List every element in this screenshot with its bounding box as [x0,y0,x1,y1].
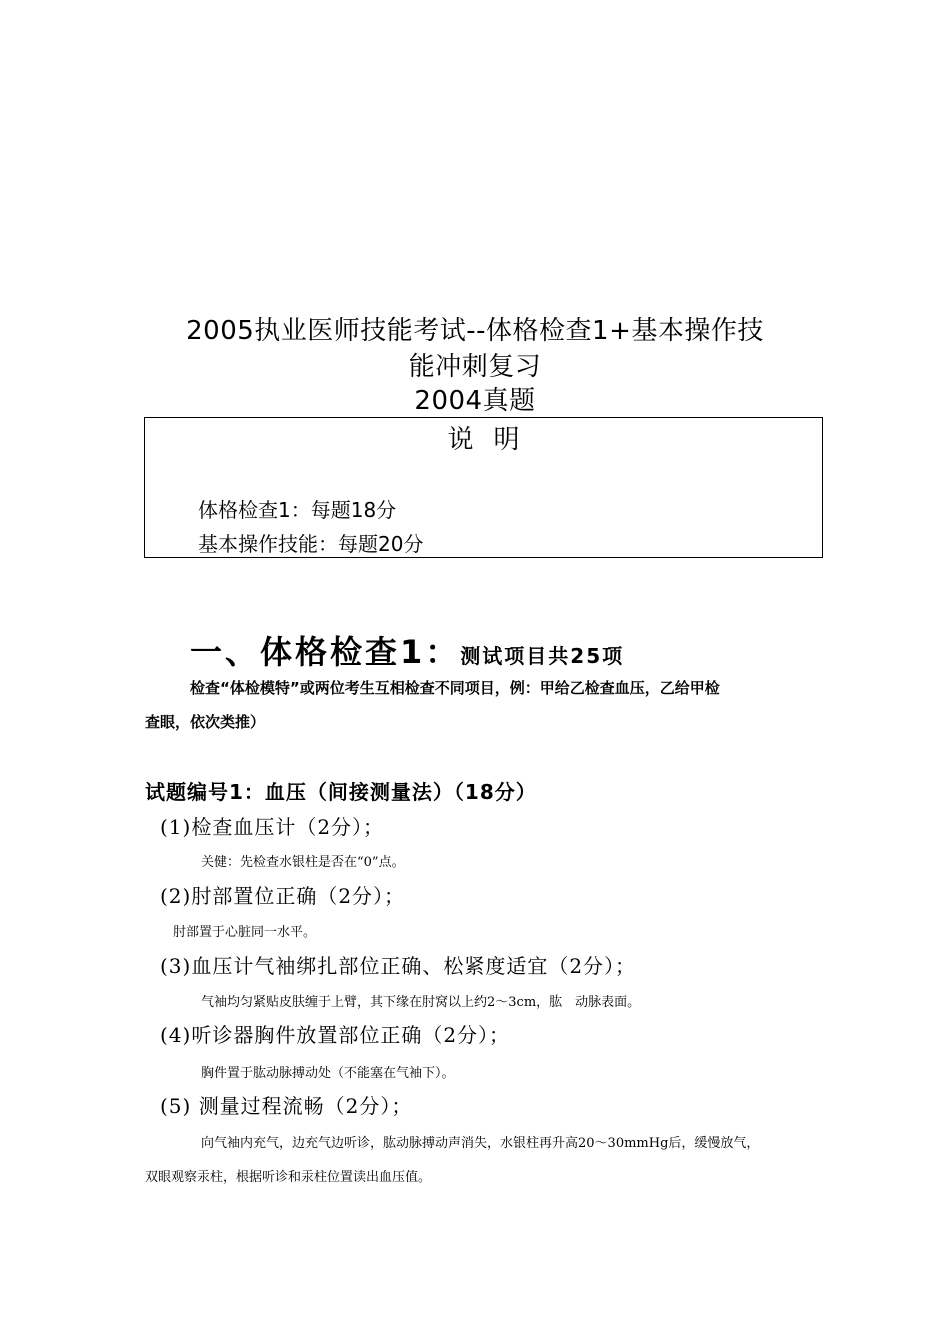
notice-line-basic-skills: 基本操作技能：每题20分 [198,532,424,556]
question-title: 试题编号1：血压（间接测量法）（18分） [145,780,537,804]
section-heading-main: 一、体格检查1： [190,633,461,671]
notice-heading: 说明 [447,425,540,455]
question-item-2-note: 肘部置于心脏同一水平。 [173,925,317,940]
question-item-3-note: 气袖均匀紧贴皮肤缠于上臂，其下缘在肘窝以上约2～3cm，肱 动脉表面。 [201,995,641,1010]
document-subtitle-year: 2004真题 [414,386,536,416]
question-item-5-note-continued: 双眼观察汞柱，根据听诊和汞柱位置读出血压值。 [145,1170,432,1185]
document-title-line-2: 能冲刺复习 [408,352,542,382]
question-item-5: (5) 测量过程流畅（2分）； [160,1094,413,1118]
question-item-1: (1)检查血压计（2分）； [160,815,385,839]
question-item-1-note: 关健：先检查水银柱是否在“0”点。 [201,855,405,870]
section-intro-line-1: 检查“体检模特”或两位考生互相检查不同项目，例：甲给乙检查血压，乙给甲检 [190,679,720,697]
question-item-4: (4)听诊器胸件放置部位正确（2分）； [160,1023,511,1047]
question-item-5-note: 向气袖内充气，边充气边听诊，肱动脉搏动声消失，水银柱再升高20～30mmHg后，缓慢放气， [201,1136,760,1151]
question-item-4-note: 胸件置于肱动脉搏动处（不能塞在气袖下）。 [201,1066,455,1081]
notice-line-physical-exam: 体格检查1：每题18分 [198,498,397,522]
question-item-2: (2)肘部置位正确（2分）； [160,884,406,908]
document-title-line-1: 2005执业医师技能考试--体格检查1+基本操作技 [186,316,764,346]
section-intro-line-2: 查眼，依次类推） [145,713,266,731]
section-heading-sub: 测试项目共25项 [460,644,625,668]
section-heading [190,627,624,673]
notice-box [144,417,823,558]
question-item-3: (3)血压计气袖绑扎部位正确、松紧度适宜（2分）； [160,954,637,978]
